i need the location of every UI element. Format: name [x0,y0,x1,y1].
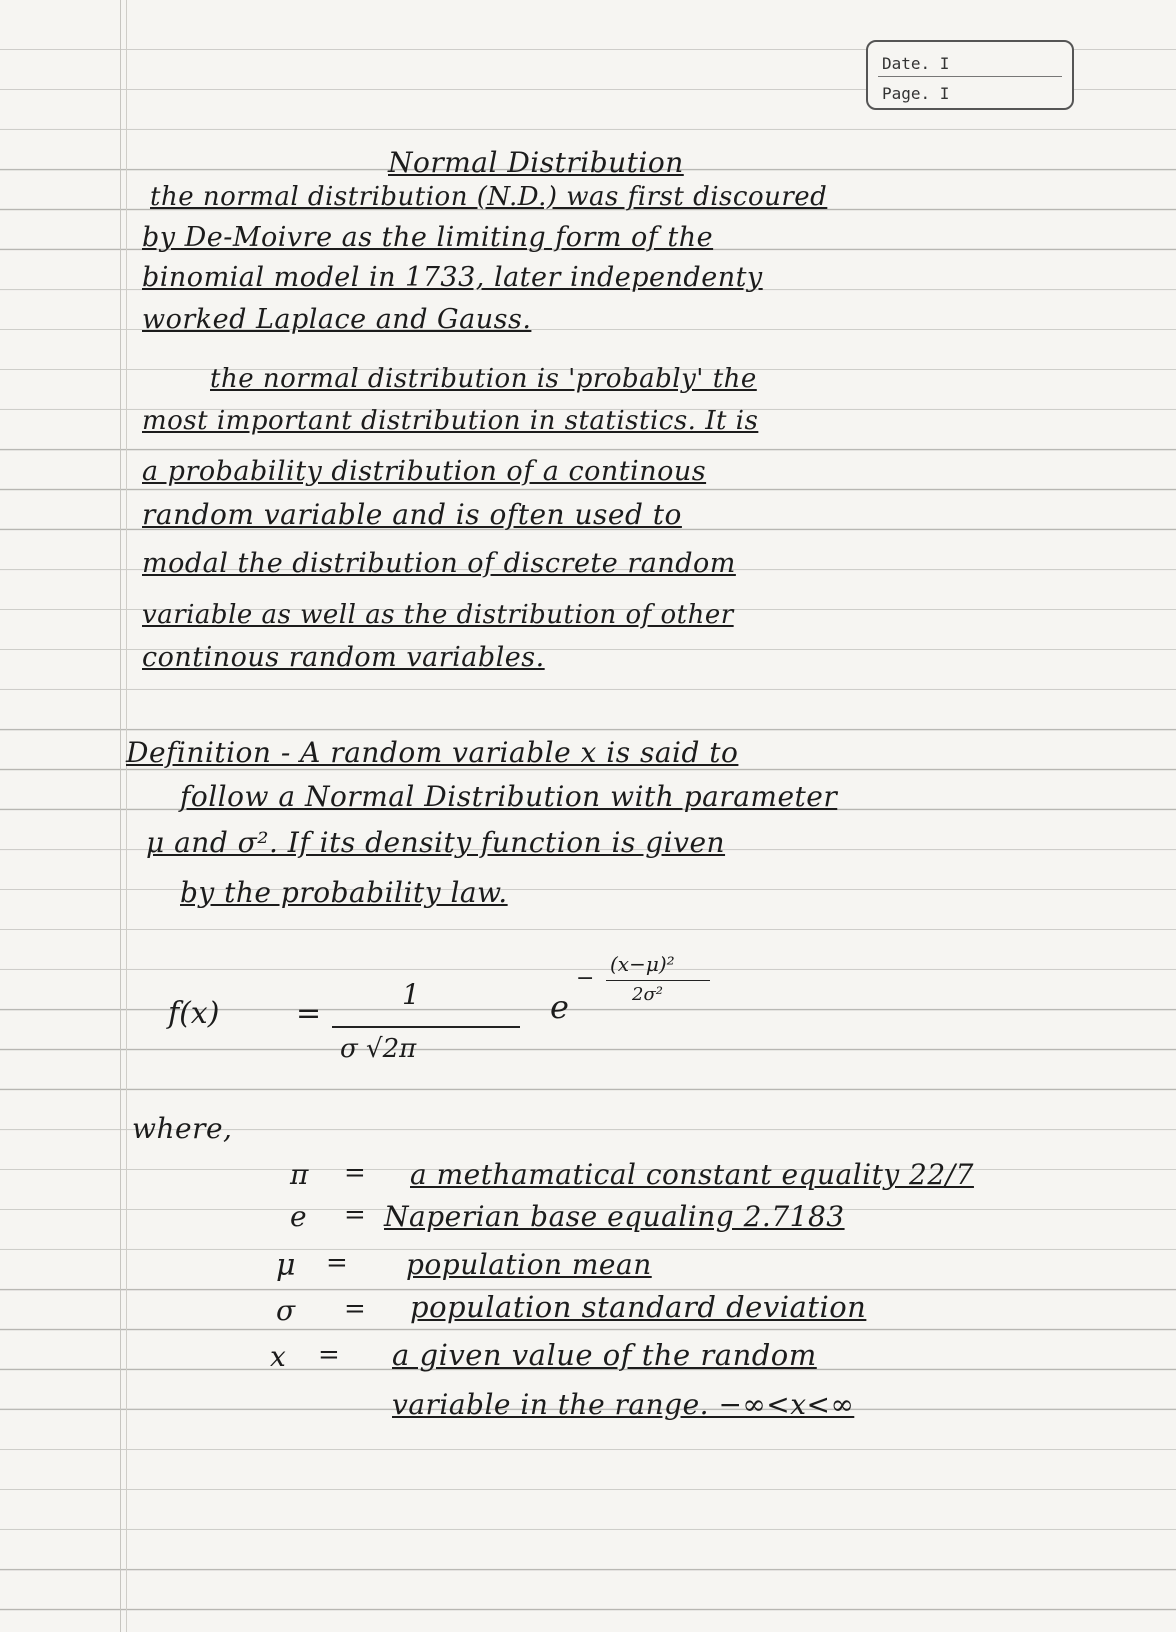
intro-line: variable as well as the distribution of other [142,600,734,630]
formula-exponent-numerator: (x−μ)² [610,952,675,976]
range-line: variable in the range. −∞<x<∞ [392,1388,855,1421]
symbol-mu: μ [276,1248,296,1283]
formula-exponent-denominator: 2σ² [632,984,663,1005]
symbol-description: Naperian base equaling 2.7183 [384,1200,845,1233]
date-page-box [866,40,1074,110]
formula-denominator: σ √2π [340,1034,417,1064]
symbol-equals: = [344,1158,367,1188]
formula-lhs: f(x) [168,996,220,1031]
intro-line: continous random variables. [142,642,545,673]
definition-line: follow a Normal Distribution with parameter [180,780,838,813]
symbol-equals: = [326,1248,349,1278]
intro-line: by De-Moivre as the limiting form of the [142,222,714,253]
intro-line: modal the distribution of discrete random [142,548,736,579]
symbol-e: e [290,1200,308,1233]
symbol-equals: = [344,1294,367,1324]
symbol-description: population mean [406,1248,652,1281]
formula-exponent-sign: − [576,966,595,991]
definition-line: by the probability law. [180,876,508,909]
margin-line [126,0,127,1632]
page-label: Page. I [882,84,950,103]
symbol-x: x [270,1340,287,1373]
intro-line: the normal distribution is 'probably' the [210,364,757,394]
symbol-description: a given value of the random [392,1338,817,1372]
formula-numerator: 1 [402,978,420,1011]
intro-line: a probability distribution of a continous [142,456,707,487]
page-title: Normal Distribution [388,146,684,179]
symbol-pi: π [290,1158,309,1191]
symbol-description: population standard deviation [410,1290,867,1324]
intro-line: binomial model in 1733, later independenty [142,262,763,293]
intro-line: most important distribution in statistics. It is [142,406,759,436]
where-label: where, [132,1112,233,1145]
margin-line [120,0,121,1632]
symbol-equals: = [318,1340,341,1370]
date-box-divider [878,76,1062,77]
definition-line: μ and σ². If its density function is given [146,826,726,859]
definition-line: Definition - A random variable x is said to [126,736,739,769]
date-label: Date. I [882,54,950,73]
symbol-description: a methamatical constant equality 22/7 [410,1158,974,1191]
formula-exp-base: e [550,988,569,1026]
intro-line: worked Laplace and Gauss. [142,304,532,335]
symbol-equals: = [344,1200,367,1230]
intro-line: random variable and is often used to [142,498,682,531]
formula-fraction-bar [332,1026,520,1028]
formula-exponent-bar [606,980,710,981]
formula-equals: = [296,996,322,1031]
symbol-sigma: σ [276,1294,296,1327]
intro-line: the normal distribution (N.D.) was first discoured [150,182,828,212]
